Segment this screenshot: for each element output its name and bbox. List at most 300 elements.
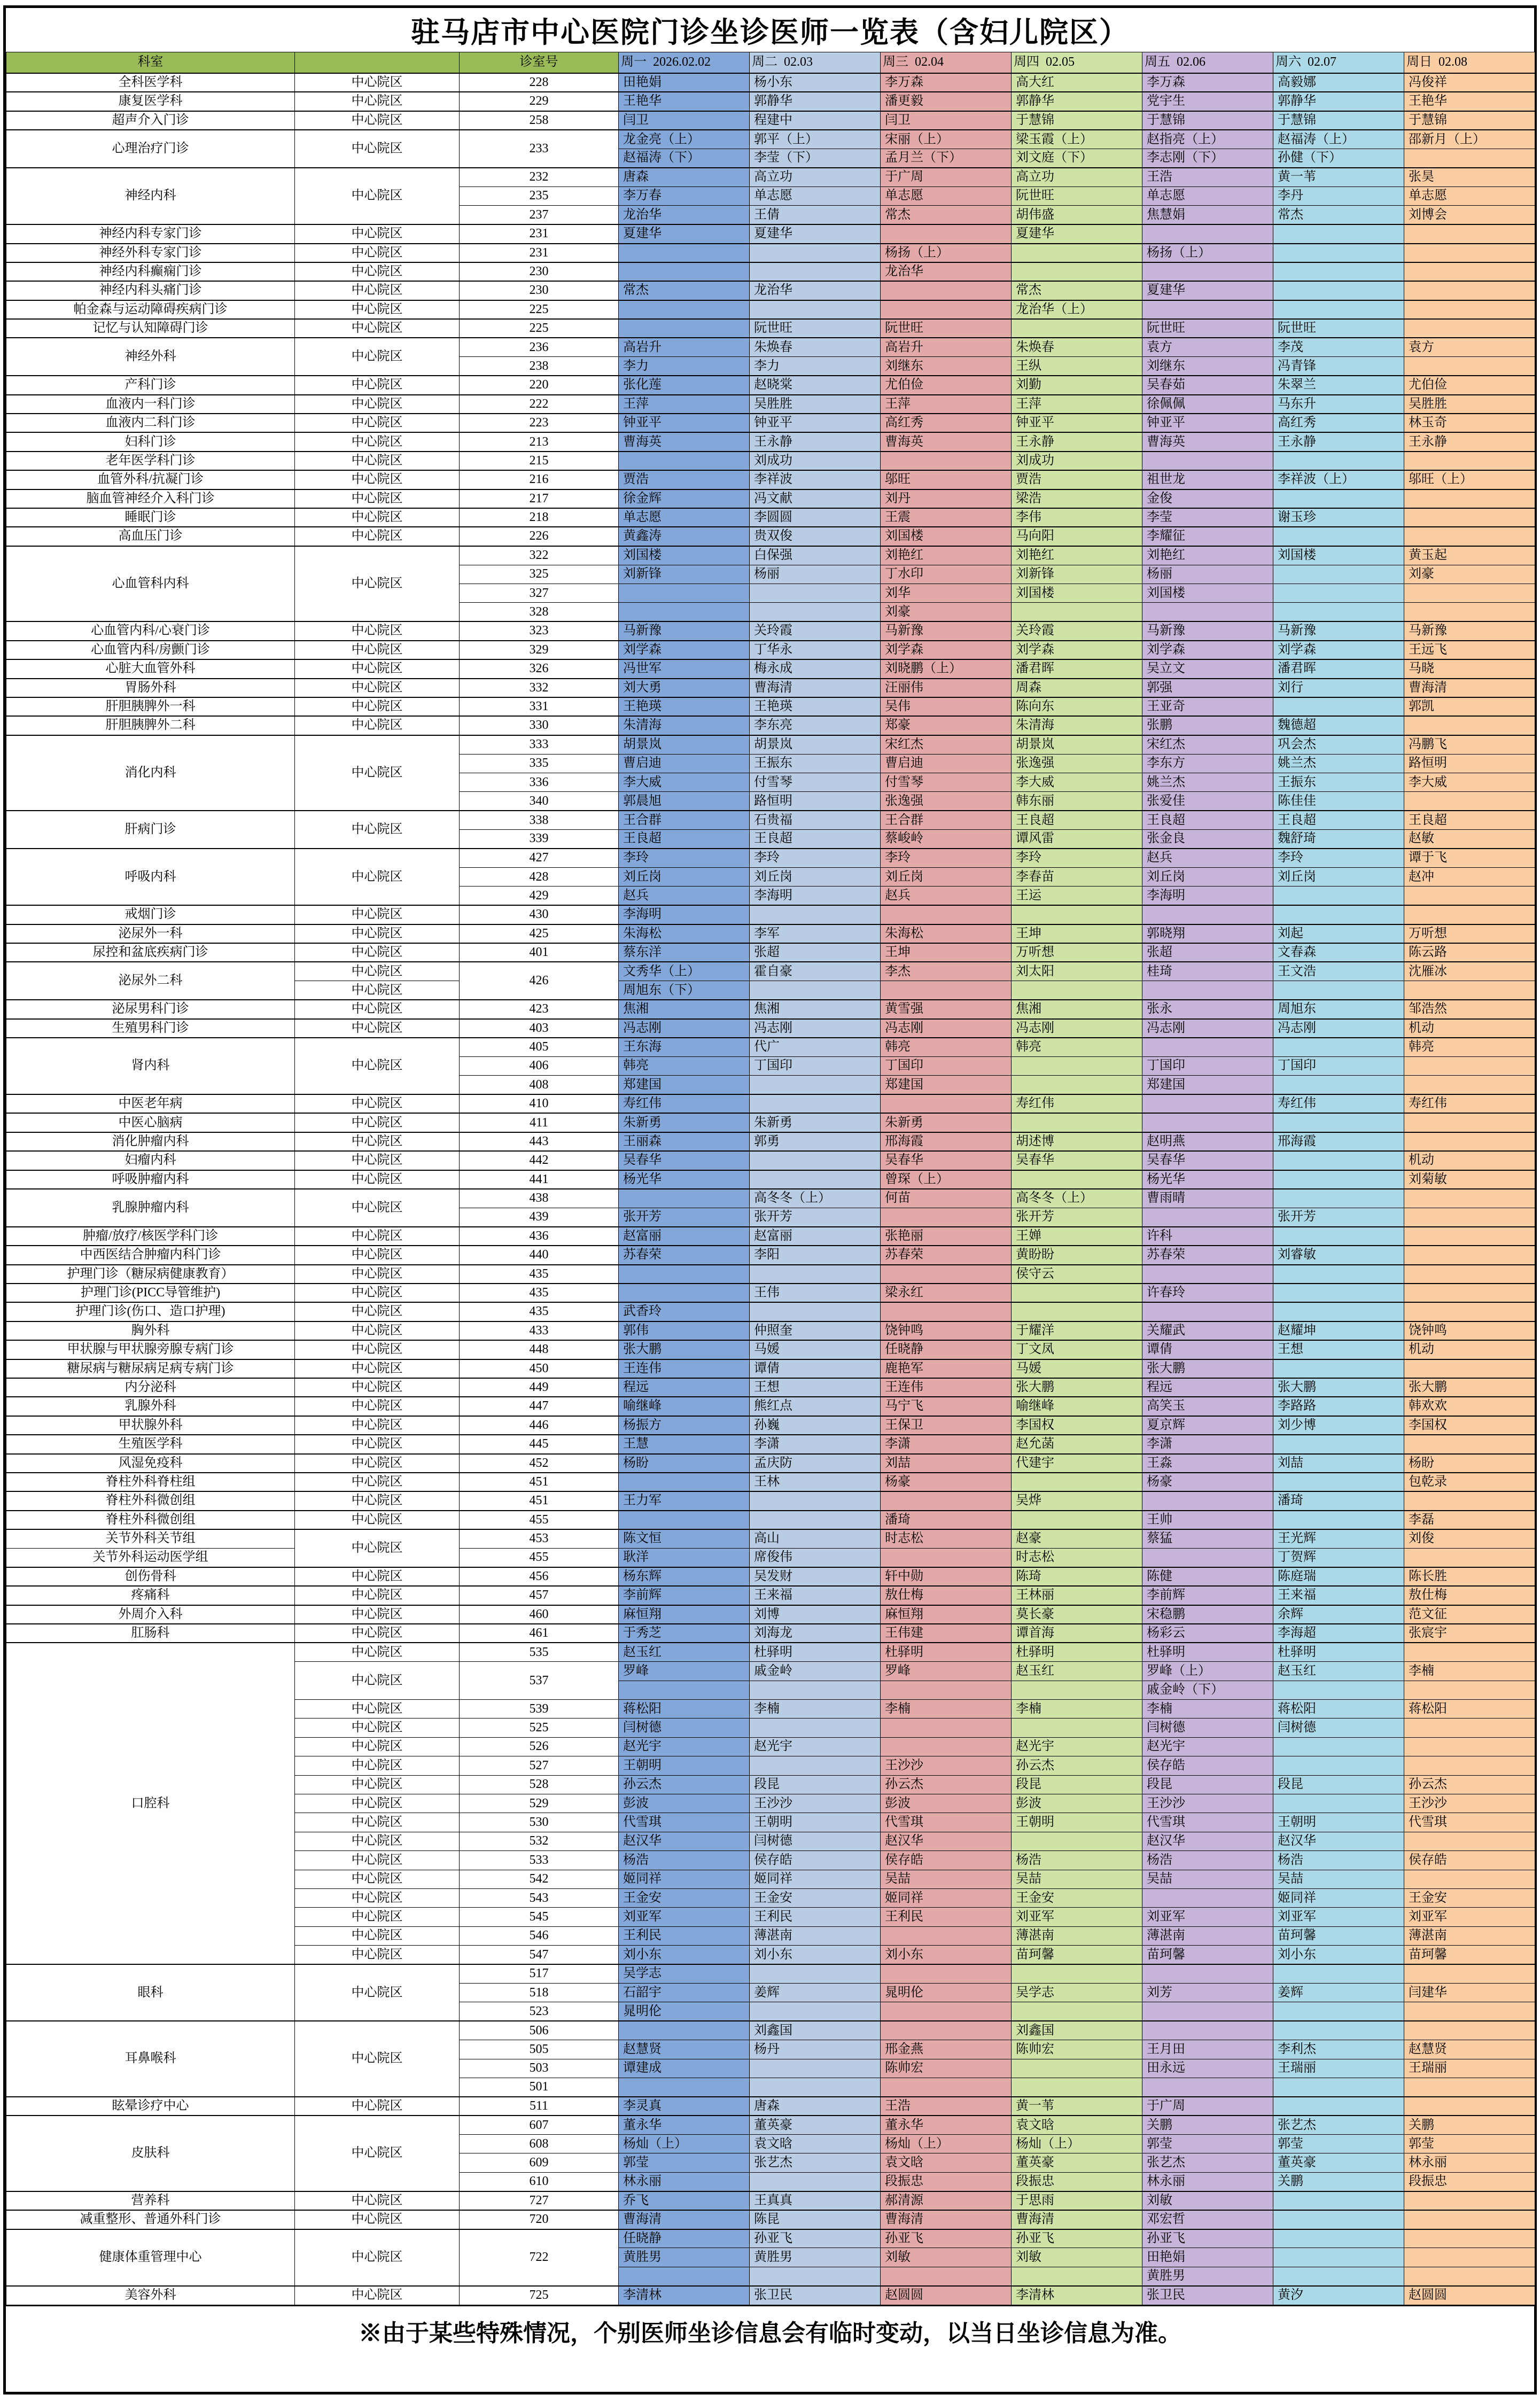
- schedule-cell: 刘芳: [1142, 1983, 1273, 2002]
- room-cell: 503: [460, 2059, 619, 2078]
- schedule-cell: [1142, 1208, 1273, 1226]
- schedule-cell: [1273, 2078, 1404, 2096]
- table-row: [6, 452, 1535, 470]
- schedule-cell: [1012, 1681, 1142, 1699]
- schedule-cell: [1404, 2078, 1535, 2096]
- schedule-cell: [1273, 300, 1404, 319]
- schedule-cell: 曹海清: [1404, 679, 1535, 697]
- campus-cell: 中心院区: [295, 1019, 460, 1038]
- schedule-cell: 朱翠兰: [1273, 376, 1404, 394]
- schedule-cell: 饶钟鸣: [881, 1321, 1012, 1340]
- schedule-cell: 关玲霞: [1012, 621, 1142, 640]
- schedule-cell: 关鹏: [1273, 2172, 1404, 2191]
- schedule-cell: 曹海清: [881, 2210, 1012, 2229]
- table-row: [6, 489, 1535, 508]
- schedule-cell: [750, 1302, 881, 1321]
- schedule-cell: 于慧锦: [1273, 111, 1404, 130]
- dept-cell: 眼科: [6, 1964, 295, 2021]
- schedule-cell: 张卫民: [1142, 2286, 1273, 2305]
- schedule-cell: [619, 1681, 750, 1699]
- schedule-cell: 邢金燕: [881, 2040, 1012, 2059]
- schedule-cell: [750, 1719, 881, 1737]
- schedule-cell: 刘亚军: [1142, 1908, 1273, 1926]
- schedule-cell: [1404, 1832, 1535, 1850]
- schedule-cell: 常杰: [619, 281, 750, 300]
- schedule-cell: [1012, 2002, 1142, 2021]
- schedule-cell: 王萍: [619, 395, 750, 414]
- col-header-day-0: 周一 2026.02.02: [619, 52, 750, 74]
- schedule-cell: 朱新勇: [750, 1113, 881, 1132]
- schedule-cell: [619, 1284, 750, 1302]
- schedule-cell: 王良超: [750, 830, 881, 849]
- schedule-cell: 冯志刚: [881, 1019, 1012, 1038]
- dept-cell: 护理门诊（糖尿病健康教育）: [6, 1265, 295, 1284]
- campus-cell: 中心院区: [295, 1756, 460, 1775]
- room-cell: 329: [460, 641, 619, 659]
- schedule-cell: 段昆: [750, 1775, 881, 1794]
- schedule-cell: 梅永成: [750, 659, 881, 678]
- schedule-cell: 关鹏: [1142, 2116, 1273, 2134]
- schedule-cell: [1012, 2078, 1142, 2096]
- schedule-cell: 潘君晖: [1012, 659, 1142, 678]
- schedule-cell: 李莹（下）: [750, 149, 881, 168]
- schedule-cell: 林玉奇: [1404, 414, 1535, 432]
- dept-cell: 脊柱外科微创组: [6, 1511, 295, 1529]
- schedule-cell: 焦湘: [619, 1000, 750, 1018]
- schedule-cell: 胡景岚: [619, 735, 750, 754]
- schedule-cell: 赵福涛（下）: [619, 149, 750, 168]
- schedule-cell: 沈雁冰: [1404, 962, 1535, 981]
- dept-cell: 胸外科: [6, 1321, 295, 1340]
- campus-cell: 中心院区: [295, 1870, 460, 1888]
- schedule-cell: 潘君晖: [1273, 659, 1404, 678]
- dept-cell: 中西医结合肿瘤内科门诊: [6, 1246, 295, 1264]
- schedule-cell: 关耀武: [1142, 1321, 1273, 1340]
- dept-cell: 超声介入门诊: [6, 111, 295, 130]
- schedule-cell: 刘丹: [881, 489, 1012, 508]
- schedule-cell: 关鹏: [1404, 2116, 1535, 2134]
- schedule-cell: 张大鹏: [1012, 1378, 1142, 1397]
- schedule-cell: 董英豪: [1273, 2153, 1404, 2172]
- schedule-cell: [1012, 1284, 1142, 1302]
- schedule-cell: 刘亚军: [1404, 1908, 1535, 1926]
- room-cell: 233: [460, 130, 619, 168]
- room-cell: 408: [460, 1076, 619, 1094]
- campus-cell: 中心院区: [295, 1908, 460, 1926]
- schedule-cell: [619, 319, 750, 338]
- schedule-cell: 孙云杰: [881, 1775, 1012, 1794]
- schedule-cell: [750, 1681, 881, 1699]
- schedule-cell: 杨振方: [619, 1416, 750, 1435]
- schedule-cell: 黄鑫涛: [619, 527, 750, 546]
- room-cell: 727: [460, 2191, 619, 2210]
- schedule-cell: 郑豪: [881, 716, 1012, 735]
- room-cell: 517: [460, 1964, 619, 1983]
- schedule-cell: 马东升: [1273, 395, 1404, 414]
- table-row: [6, 1378, 1535, 1397]
- campus-cell: 中心院区: [295, 1454, 460, 1473]
- schedule-cell: 王良超: [619, 830, 750, 849]
- schedule-cell: 董英豪: [1012, 2153, 1142, 2172]
- schedule-cell: 霍自豪: [750, 962, 881, 981]
- schedule-cell: 赵光宇: [750, 1737, 881, 1756]
- schedule-cell: 张艺杰: [750, 2153, 881, 2172]
- schedule-cell: [1142, 603, 1273, 621]
- schedule-cell: 阮世旺: [881, 319, 1012, 338]
- schedule-cell: 张大鹏: [619, 1340, 750, 1359]
- schedule-cell: 单志愿: [619, 508, 750, 527]
- dept-cell: 尿控和盆底疾病门诊: [6, 943, 295, 962]
- schedule-cell: 吴发财: [750, 1567, 881, 1586]
- dept-cell: 神经内科: [6, 168, 295, 224]
- schedule-cell: 关玲霞: [750, 621, 881, 640]
- schedule-cell: [881, 300, 1012, 319]
- schedule-cell: 孙云杰: [619, 1775, 750, 1794]
- schedule-cell: 刘博会: [1404, 206, 1535, 224]
- schedule-cell: 王朝明: [619, 1756, 750, 1775]
- schedule-cell: 王朝明: [750, 1813, 881, 1832]
- schedule-cell: 张逸强: [881, 792, 1012, 811]
- schedule-cell: 党宇生: [1142, 92, 1273, 111]
- schedule-cell: 韩东丽: [1012, 792, 1142, 811]
- schedule-cell: 闫卫: [881, 111, 1012, 130]
- schedule-cell: 代雪琪: [619, 1813, 750, 1832]
- schedule-cell: 吴立文: [1142, 659, 1273, 678]
- schedule-cell: 赵豪: [1012, 1529, 1142, 1548]
- schedule-cell: 吴春华: [1012, 1151, 1142, 1170]
- schedule-cell: 张鹏: [1142, 716, 1273, 735]
- schedule-cell: 朱焕春: [1012, 338, 1142, 356]
- schedule-cell: 王力军: [619, 1491, 750, 1510]
- schedule-cell: [1142, 224, 1273, 243]
- schedule-cell: [1404, 584, 1535, 603]
- table-row: [6, 735, 1535, 754]
- schedule-cell: [1273, 281, 1404, 300]
- room-cell: 539: [460, 1700, 619, 1719]
- schedule-cell: [750, 244, 881, 262]
- schedule-cell: [1273, 224, 1404, 243]
- schedule-cell: [750, 584, 881, 603]
- schedule-cell: 谭倩: [750, 1359, 881, 1378]
- schedule-cell: 赵指亮（上）: [1142, 130, 1273, 149]
- room-cell: 455: [460, 1511, 619, 1529]
- schedule-cell: 郭晨旭: [619, 792, 750, 811]
- schedule-cell: 王伟: [750, 1284, 881, 1302]
- room-cell: 543: [460, 1889, 619, 1908]
- schedule-cell: 黄一苇: [1012, 2097, 1142, 2116]
- schedule-cell: 郭静华: [1012, 92, 1142, 111]
- col-header-day-1: 周二 02.03: [750, 52, 881, 74]
- campus-cell: 中心院区: [295, 2021, 460, 2097]
- schedule-cell: 武香玲: [619, 1302, 750, 1321]
- campus-cell: 中心院区: [295, 2116, 460, 2191]
- room-cell: 405: [460, 1038, 619, 1056]
- dept-cell: 肝病门诊: [6, 811, 295, 849]
- schedule-cell: 周旭东: [1273, 1000, 1404, 1018]
- campus-cell: 中心院区: [295, 281, 460, 300]
- schedule-cell: 尤伯俭: [881, 376, 1012, 394]
- schedule-cell: 丁华永: [750, 641, 881, 659]
- schedule-cell: [1273, 2248, 1404, 2267]
- dept-cell: 神经内科癫痫门诊: [6, 262, 295, 281]
- schedule-cell: 张大鹏: [1404, 1378, 1535, 1397]
- schedule-cell: 冯青锋: [1273, 357, 1404, 376]
- schedule-cell: 马新豫: [1142, 621, 1273, 640]
- schedule-cell: 敖仕梅: [881, 1586, 1012, 1605]
- schedule-cell: 朱海松: [881, 924, 1012, 943]
- schedule-cell: 焦湘: [750, 1000, 881, 1018]
- schedule-cell: 石贵福: [750, 811, 881, 829]
- dept-cell: 消化肿瘤内科: [6, 1132, 295, 1151]
- room-cell: 423: [460, 1000, 619, 1018]
- schedule-cell: [1404, 1132, 1535, 1151]
- table-row: [6, 697, 1535, 716]
- schedule-cell: 代雪琪: [1404, 1813, 1535, 1832]
- schedule-cell: 贾浩: [619, 470, 750, 489]
- schedule-cell: 袁方: [1142, 338, 1273, 356]
- schedule-cell: 程远: [1142, 1378, 1273, 1397]
- dept-cell: 耳鼻喉科: [6, 2021, 295, 2097]
- schedule-cell: 高红秀: [1273, 414, 1404, 432]
- schedule-cell: 郑建国: [619, 1076, 750, 1094]
- schedule-cell: 姜辉: [750, 1983, 881, 2002]
- schedule-cell: [619, 1473, 750, 1491]
- schedule-cell: 高立功: [1012, 168, 1142, 186]
- schedule-cell: 李路路: [1273, 1397, 1404, 1416]
- dept-cell: 糖尿病与糖尿病足病专病门诊: [6, 1359, 295, 1378]
- campus-cell: 中心院区: [295, 244, 460, 262]
- schedule-cell: 董永华: [881, 2116, 1012, 2134]
- schedule-cell: 彭波: [881, 1794, 1012, 1813]
- schedule-cell: 蒋松阳: [1404, 1700, 1535, 1719]
- schedule-cell: 孙云杰: [1404, 1775, 1535, 1794]
- schedule-cell: 刘文庭（下）: [1012, 149, 1142, 168]
- schedule-cell: [1404, 1113, 1535, 1132]
- schedule-cell: 王连伟: [881, 1378, 1012, 1397]
- table-row: [6, 111, 1535, 130]
- room-cell: 542: [460, 1870, 619, 1888]
- table-row: [6, 1548, 1535, 1567]
- schedule-cell: 田艳娟: [1142, 2248, 1273, 2267]
- room-cell: 438: [460, 1189, 619, 1208]
- schedule-cell: [750, 1094, 881, 1113]
- schedule-cell: 刘博: [750, 1605, 881, 1624]
- schedule-cell: 韩亮: [1404, 1038, 1535, 1056]
- schedule-cell: 龙治华（上）: [1012, 300, 1142, 319]
- schedule-cell: 王良超: [1142, 811, 1273, 829]
- schedule-cell: [1404, 489, 1535, 508]
- schedule-cell: [1404, 2229, 1535, 2248]
- table-row: [6, 73, 1535, 92]
- schedule-cell: 王金安: [1404, 1889, 1535, 1908]
- schedule-cell: 王永静: [1404, 432, 1535, 451]
- schedule-cell: 王婵: [1012, 1227, 1142, 1246]
- schedule-cell: 郭平（上）: [750, 130, 881, 149]
- schedule-cell: 张艺杰: [1142, 2153, 1273, 2172]
- room-cell: 435: [460, 1265, 619, 1284]
- schedule-cell: 赵敏: [1404, 830, 1535, 849]
- schedule-cell: [881, 1926, 1012, 1945]
- schedule-cell: 韩欢欢: [1404, 1397, 1535, 1416]
- table-row: [6, 2116, 1535, 2134]
- schedule-cell: 马媛: [1012, 1359, 1142, 1378]
- schedule-cell: 朱新勇: [881, 1113, 1012, 1132]
- schedule-cell: 胡伟盛: [1012, 206, 1142, 224]
- campus-cell: 中心院区: [295, 1529, 460, 1567]
- col-header-room: 诊室号: [460, 52, 619, 74]
- schedule-cell: [1404, 603, 1535, 621]
- room-cell: 213: [460, 432, 619, 451]
- room-cell: 447: [460, 1397, 619, 1416]
- schedule-cell: [1273, 2097, 1404, 2116]
- schedule-cell: [1142, 1964, 1273, 1983]
- schedule-cell: 李万森: [881, 73, 1012, 92]
- dept-cell: 神经外科: [6, 338, 295, 376]
- schedule-cell: 赵慧贤: [619, 2040, 750, 2059]
- schedule-cell: [1012, 1719, 1142, 1737]
- dept-cell: 妇瘤内科: [6, 1151, 295, 1170]
- schedule-cell: [1404, 1189, 1535, 1208]
- schedule-cell: 梁永红: [881, 1284, 1012, 1302]
- schedule-cell: [1273, 527, 1404, 546]
- dept-cell: 血液内一科门诊: [6, 395, 295, 414]
- schedule-cell: 李力: [619, 357, 750, 376]
- table-row: [6, 281, 1535, 300]
- schedule-cell: [1404, 527, 1535, 546]
- schedule-cell: 刘勤: [1012, 376, 1142, 394]
- schedule-cell: [1012, 1473, 1142, 1491]
- schedule-cell: 赵汉华: [619, 1832, 750, 1850]
- table-row: [6, 1340, 1535, 1359]
- campus-cell: 中心院区: [295, 679, 460, 697]
- room-cell: 326: [460, 659, 619, 678]
- schedule-cell: 李万森: [1142, 73, 1273, 92]
- schedule-cell: 刘成功: [1012, 452, 1142, 470]
- table-row: [6, 508, 1535, 527]
- schedule-cell: 刘继东: [881, 357, 1012, 376]
- schedule-cell: 李潇: [750, 1435, 881, 1453]
- table-row: [6, 1605, 1535, 1624]
- schedule-cell: 刘华: [881, 584, 1012, 603]
- schedule-cell: 李灵真: [619, 2097, 750, 2116]
- schedule-cell: 王亚奇: [1142, 697, 1273, 716]
- schedule-cell: 冯志刚: [750, 1019, 881, 1038]
- schedule-cell: 刘晓鹏（上）: [881, 659, 1012, 678]
- schedule-cell: 李楠: [1404, 1662, 1535, 1681]
- dept-cell: 记忆与认知障碍门诊: [6, 319, 295, 338]
- room-cell: 446: [460, 1416, 619, 1435]
- schedule-cell: 闫建华: [1404, 1983, 1535, 2002]
- schedule-cell: 赵圆圆: [881, 2286, 1012, 2305]
- schedule-cell: 丁文凤: [1012, 1340, 1142, 1359]
- room-cell: 339: [460, 830, 619, 849]
- schedule-cell: 尤伯俭: [1404, 376, 1535, 394]
- schedule-cell: 何苗: [881, 1189, 1012, 1208]
- schedule-cell: [1012, 2059, 1142, 2078]
- campus-cell: 中心院区: [295, 735, 460, 811]
- schedule-cell: 曹雨晴: [1142, 1189, 1273, 1208]
- schedule-cell: 刘太阳: [1012, 962, 1142, 981]
- dept-cell: 生殖医学科: [6, 1435, 295, 1453]
- schedule-cell: [1404, 149, 1535, 168]
- schedule-cell: 李潇: [1142, 1435, 1273, 1453]
- schedule-cell: 赵富丽: [619, 1227, 750, 1246]
- schedule-cell: 陈健: [1142, 1567, 1273, 1586]
- schedule-cell: 林永丽: [619, 2172, 750, 2191]
- schedule-cell: 刘小东: [881, 1946, 1012, 1964]
- schedule-cell: 刘行: [1273, 679, 1404, 697]
- table-row: [6, 1113, 1535, 1132]
- campus-cell: 中心院区: [295, 1397, 460, 1416]
- schedule-cell: 李清林: [1012, 2286, 1142, 2305]
- schedule-cell: [1012, 603, 1142, 621]
- room-cell: 237: [460, 206, 619, 224]
- schedule-cell: 曾琛（上）: [881, 1170, 1012, 1189]
- schedule-cell: 黄一苇: [1273, 168, 1404, 186]
- schedule-cell: 刘俊: [1404, 1529, 1535, 1548]
- schedule-cell: [750, 2078, 881, 2096]
- room-cell: 518: [460, 1983, 619, 2002]
- schedule-cell: 刘国楼: [1142, 584, 1273, 603]
- schedule-cell: [1404, 2021, 1535, 2040]
- schedule-cell: 李楠: [881, 1700, 1012, 1719]
- schedule-cell: 单志愿: [750, 186, 881, 205]
- schedule-cell: 陈向东: [1012, 697, 1142, 716]
- schedule-cell: 吴胜胜: [750, 395, 881, 414]
- schedule-cell: [1142, 2002, 1273, 2021]
- table-row: [6, 1511, 1535, 1529]
- dept-cell: 神经内科头痛门诊: [6, 281, 295, 300]
- schedule-cell: 赵汉华: [1273, 1832, 1404, 1850]
- schedule-cell: 夏建华: [619, 224, 750, 243]
- schedule-cell: 董英豪: [750, 2116, 881, 2134]
- schedule-cell: 李楠: [1012, 1700, 1142, 1719]
- schedule-cell: 于慧锦: [1404, 111, 1535, 130]
- schedule-cell: 杨丽: [1142, 565, 1273, 584]
- campus-cell: 中心院区: [295, 1737, 460, 1756]
- schedule-cell: 陈琦: [1012, 1567, 1142, 1586]
- schedule-sheet: [3, 5, 1537, 2394]
- schedule-cell: [1142, 2078, 1273, 2096]
- schedule-cell: [881, 981, 1012, 1000]
- schedule-cell: [1404, 981, 1535, 1000]
- schedule-cell: 张超: [750, 943, 881, 962]
- schedule-cell: 喻继峰: [619, 1397, 750, 1416]
- schedule-cell: 杨浩: [1142, 1851, 1273, 1870]
- dept-cell: 风湿免疫科: [6, 1454, 295, 1473]
- schedule-cell: 邢海霞: [1273, 1132, 1404, 1151]
- schedule-cell: 谭建成: [619, 2059, 750, 2078]
- room-cell: 232: [460, 168, 619, 186]
- schedule-cell: 杨浩: [1273, 1851, 1404, 1870]
- dept-cell: 戒烟门诊: [6, 905, 295, 924]
- schedule-cell: [1404, 1056, 1535, 1075]
- dept-cell: 生殖男科门诊: [6, 1019, 295, 1038]
- schedule-cell: 朱焕春: [750, 338, 881, 356]
- room-cell: 455: [460, 1548, 619, 1567]
- table-row: [6, 1643, 1535, 1661]
- schedule-cell: 贵双俊: [750, 527, 881, 546]
- schedule-cell: 梁浩: [1012, 489, 1142, 508]
- schedule-cell: 焦湘: [1012, 1000, 1142, 1018]
- schedule-cell: 刘鑫国: [750, 2021, 881, 2040]
- dept-cell: 妇科门诊: [6, 432, 295, 451]
- schedule-cell: 许科: [1142, 1227, 1273, 1246]
- room-cell: 226: [460, 527, 619, 546]
- schedule-cell: [1273, 2191, 1404, 2210]
- table-row: [6, 1473, 1535, 1491]
- col-header-campus: [295, 52, 460, 74]
